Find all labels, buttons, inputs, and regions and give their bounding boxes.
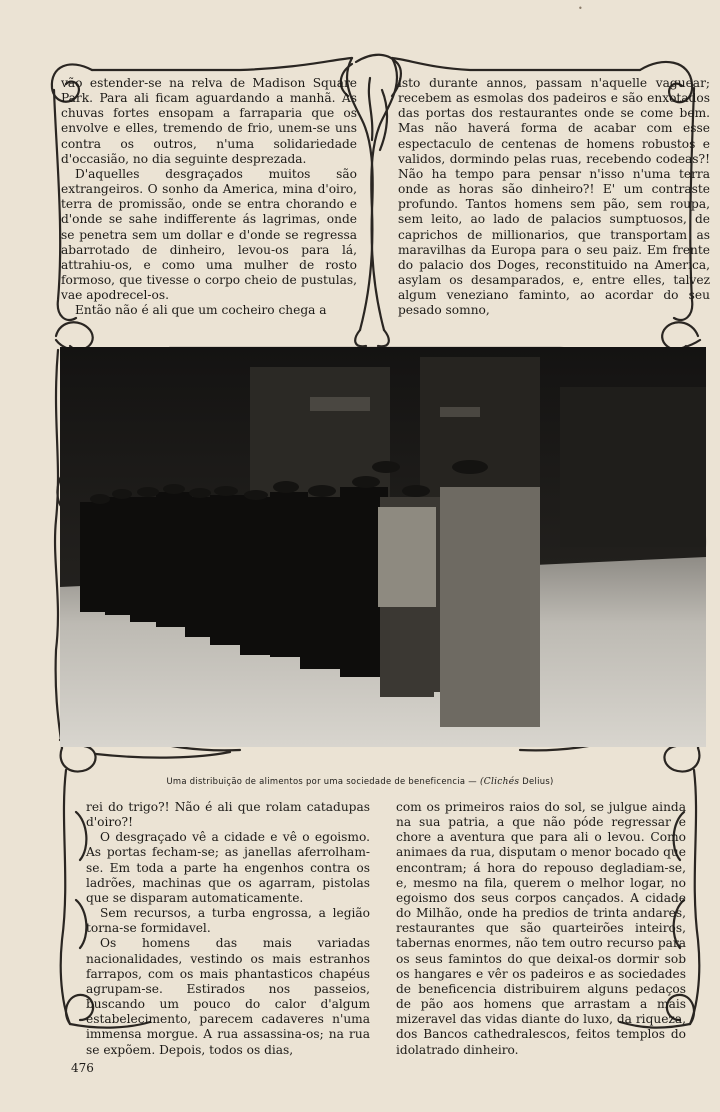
article-column-bottom-right xyxy=(396,800,686,1058)
caption-text: Uma distribuição de alimentos por uma sociedade de beneficencia — xyxy=(166,776,477,786)
paragraph: Sem recursos, a turba engrossa, a legião torna-se formidavel. xyxy=(86,906,370,936)
breadline-photograph xyxy=(60,347,706,747)
page-number: 476 xyxy=(71,1061,94,1075)
paragraph: isto durante annos, passam n'aquelle vaguear; recebem as esmolas dos padeiros e são enxotados das portas dos restaurantes onde se come bem. Mas não haverá forma de acabar com esse espectaculo de centenas de homens robustos e validos, dormindo pelas ruas, recebendo codeas?! Não ha tempo para pensar n'isso n'uma terra onde as horas são dinheiro?! E' um contraste profundo. Tantos homens sem pão, sem roupa, sem leito, ao lado de palacios sumptuosos, de caprichos de millionarios, que transportam as maravilhas da Europa para o seu paiz. Em frente do palacio dos Doges, reconstituido na America, asylam os desamparados, e, entre elles, talvez algum veneziano faminto, ao acordar do seu pesado somno, xyxy=(398,76,710,318)
photo-food-distribution xyxy=(60,347,706,747)
paragraph: D'aquelles desgraçados muitos são extrangeiros. O sonho da America, mina d'oiro, terra de promissão, onde se entra chorando e d'onde se sahe indifferente ás lagrimas, onde se penetra sem um dollar e d'onde se regressa abarrotado de dinheiro, levou-os para lá, attrahiu-os, e como uma mulher de rosto formoso, que tivesse o corpo cheio de pustulas, vae apodrecel-os. xyxy=(61,166,357,303)
photo-caption xyxy=(60,776,660,787)
caption-credit-label: (Clichés xyxy=(479,777,520,787)
paper-speck: • xyxy=(578,4,583,13)
paragraph: rei do trigo?! Não é ali que rolam catadupas d'oiro?! xyxy=(86,800,370,830)
paragraph: vão estender-se na relva de Madison Square Park. Para ali ficam aguardando a manhã. As chuvas fortes ensopam a farraparia que os envolve e elles, tremendo de frio, unem-se uns contra os outros, n'uma solidariedade d'occasião, no dia seguinte desprezada. xyxy=(61,76,357,166)
paragraph: com os primeiros raios do sol, se julgue ainda na sua patria, a que não póde regressar e chore a aventura que para ali o levou. Como animaes da rua, disputam o menor bocado que encontram; á hora do repouso degladiam-se, e, mesmo na fila, querem o melhor logar, no egoismo dos seus corpos cançados. A cidade do Milhão, onde ha predios de trinta andares, restaurantes que são quarteirões inteiros, tabernas enormes, não tem outro recurso para os seus famintos do que deixal-os dormir sob os hangares e vêr os padeiros e as sociedades de beneficencia distribuirem alguns pedaços de pão aos homens que arrastam a mais mizeravel das vidas diante do luxo, da riqueza, dos Bancos cathedralescos, feitos templos do idolatrado dinheiro. xyxy=(396,800,686,1057)
article-column-bottom-left xyxy=(86,800,370,1058)
article-column-top-left xyxy=(61,76,357,319)
article-column-top-right xyxy=(398,76,710,319)
paragraph: O desgraçado vê a cidade e vê o egoismo. As portas fecham-se; as janellas aferrolham-se. Em toda a parte ha engenhos contra os ladrões, machinas que os agarram, pistolas que se disparam automaticamente. xyxy=(86,830,370,905)
paragraph: Então não é ali que um cocheiro chega a xyxy=(75,303,327,318)
caption-credit-name: Delius) xyxy=(522,776,554,786)
paragraph: Os homens das mais variadas nacionalidades, vestindo os mais estranhos farrapos, com os mais phantasticos chapéus agrupam-se. Estirados nos passeios, buscando um pouco do calor d'algum estabelecimento, parecem cadaveres n'uma immensa morgue. A rua assassina-os; na rua se expõem. Depois, todos os dias, xyxy=(86,936,370,1057)
